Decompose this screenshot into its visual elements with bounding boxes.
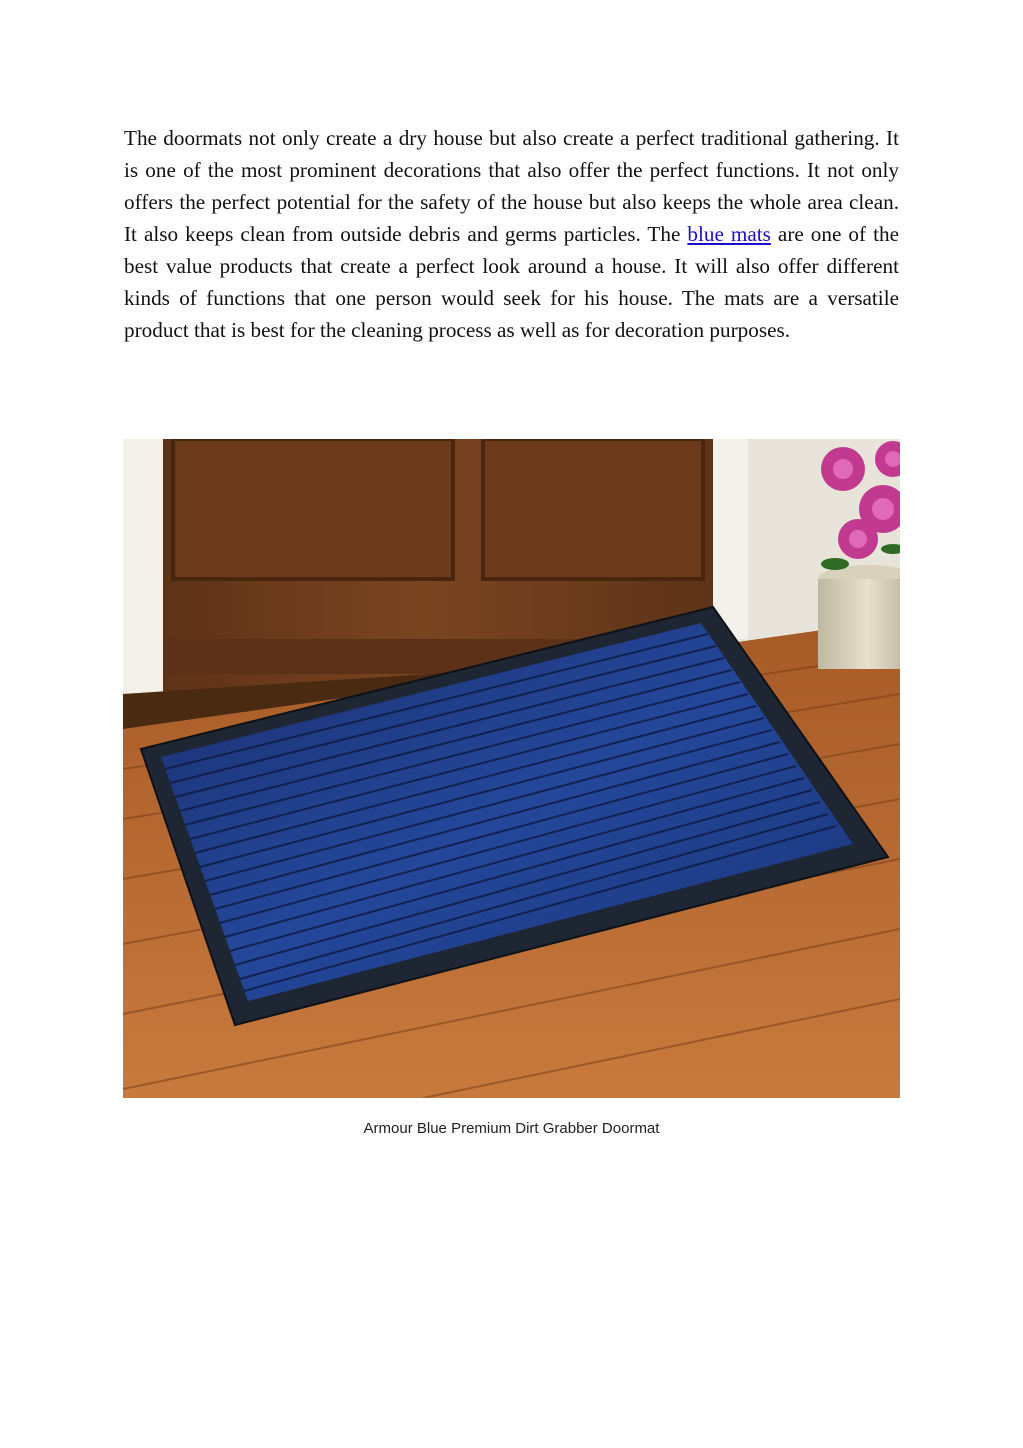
article-paragraph: [124, 122, 899, 346]
paragraph-text-start: The doormats not only create a dry house but also create a perfect traditional gathering. It is one of the most prominent decorations that also offer the perfect functions. It not only offers the perfect potential for the safety of the house but also keeps the whole area clean. It also keeps clean from outside debris and germs particles. The: [124, 126, 899, 246]
blue-mats-link[interactable]: blue mats: [687, 222, 771, 246]
figure-caption: Armour Blue Premium Dirt Grabber Doormat: [363, 1120, 660, 1137]
doormat-photo: [123, 439, 900, 1098]
paragraph-text-end: are one of the best value products that create a perfect look around a house. It will also offer different kinds of functions that one person would seek for his house. The mats are a versatile product that is best for the cleaning process as well as for decoration purposes.: [124, 222, 899, 342]
